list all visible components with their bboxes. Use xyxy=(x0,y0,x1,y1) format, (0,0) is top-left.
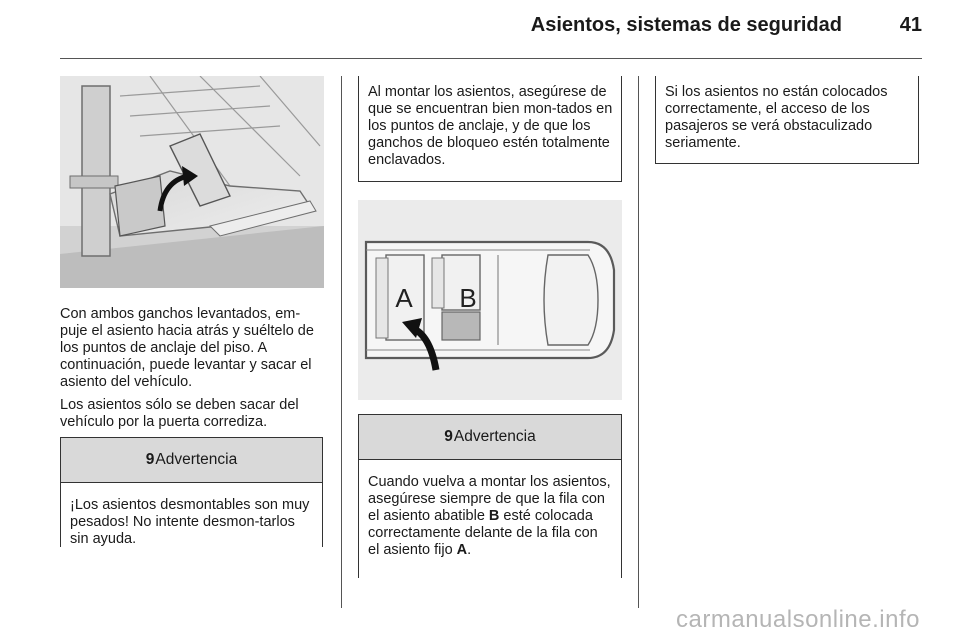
warning-title: Advertencia xyxy=(453,428,536,445)
seat-label-a: A xyxy=(395,283,413,313)
warning-box-1 xyxy=(60,437,323,547)
warning-title: Advertencia xyxy=(155,451,238,468)
mounting-note-text: Al montar los asientos, asegúrese de que se encuentran bien mon-tados en los puntos de anclaje, y de que los ganchos de bloqueo estén totalmente enclavados. xyxy=(368,84,613,168)
warning-text-part: esté colocada correctamente delante de la fila con el asiento fijo xyxy=(368,508,598,558)
seat-label-b: B xyxy=(459,283,477,313)
page-number: 41 xyxy=(899,14,922,36)
warning-text-part: . xyxy=(467,542,472,558)
column-divider-2 xyxy=(638,76,639,608)
warning-icon: 9 xyxy=(145,451,155,468)
instruction-paragraph-1: Con ambos ganchos levantados, em-puje el asiento hacia atrás y suéltelo de los puntos de anclaje del piso. A continuación, puede levantar y sacar el asiento del vehículo. xyxy=(60,306,314,390)
warning-box-2 xyxy=(358,414,622,578)
header-rule xyxy=(60,58,922,59)
bold-label-a: A xyxy=(456,542,468,558)
seat-layout-diagram xyxy=(358,200,622,400)
seat-removal-illustration xyxy=(60,76,324,288)
access-note-text: Si los asientos no están colocados correctamente, el acceso de los pasajeros se verá obstaculizado seriamente. xyxy=(665,84,888,151)
instruction-paragraph-2: Los asientos sólo se deben sacar del vehículo por la puerta corrediza. xyxy=(60,397,299,430)
access-note-box xyxy=(655,76,919,164)
warning-icon: 9 xyxy=(444,428,453,445)
warning-text-part: Cuando vuelva a montar los asientos, asegúrese siempre de que la fila con el asiento abatible xyxy=(368,474,611,524)
watermark: carmanualsonline.info xyxy=(676,606,920,633)
page-header-title: Asientos, sistemas de seguridad xyxy=(530,14,842,36)
bold-label-b: B xyxy=(488,508,500,524)
column-divider-1 xyxy=(341,76,342,608)
mounting-note-box xyxy=(358,76,622,182)
warning-header xyxy=(61,438,322,483)
warning-header xyxy=(359,415,621,460)
warning-text xyxy=(359,460,621,559)
warning-text: ¡Los asientos desmontables son muy pesados! No intente desmon-tarlos sin ayuda. xyxy=(70,497,310,547)
